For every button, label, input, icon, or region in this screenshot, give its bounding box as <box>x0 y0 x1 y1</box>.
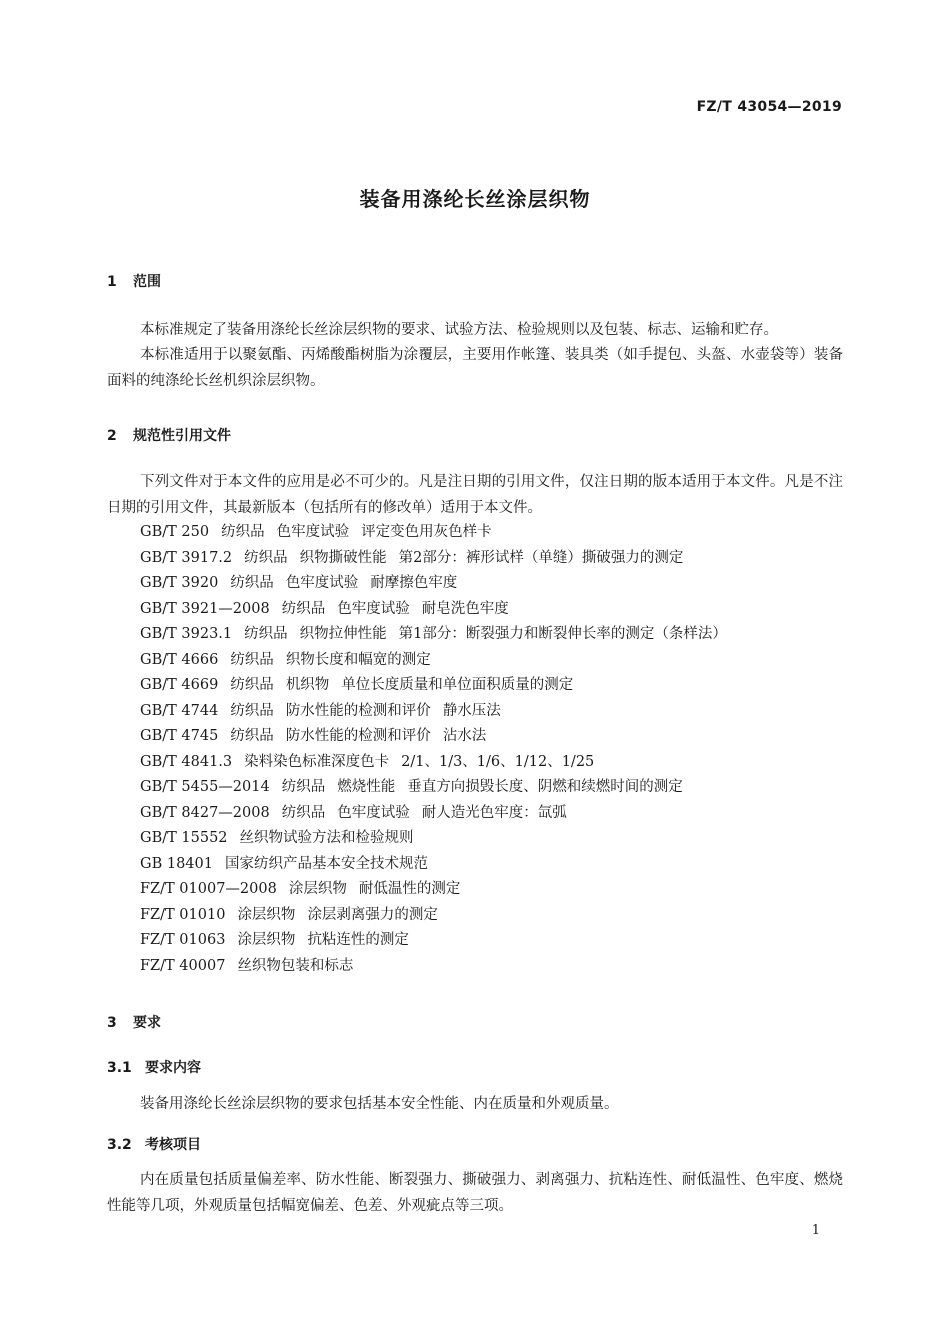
reference-title-part: 纺织品 <box>244 549 288 566</box>
reference-code: GB/T 4841.3 <box>140 753 233 770</box>
reference-title-part: 色牢度试验 <box>276 524 350 540</box>
reference-code: GB/T 3920 <box>140 575 219 591</box>
reference-title-part: 纺织品 <box>244 626 288 642</box>
reference-code: GB/T 3917.2 <box>140 549 233 566</box>
reference-title-part: 单位长度质量和单位面积质量的测定 <box>341 677 574 693</box>
reference-title-part: 燃烧性能 <box>337 779 396 795</box>
reference-title-part: 涂层织物 <box>288 881 347 897</box>
reference-item <box>140 597 840 623</box>
reference-title-part: 耐人造光色牢度：氙弧 <box>421 804 567 821</box>
reference-item <box>140 622 840 648</box>
section-number: 1 <box>107 274 117 290</box>
reference-code: GB/T 3923.1 <box>140 626 233 642</box>
reference-item <box>140 775 840 801</box>
reference-title-part: 色牢度试验 <box>337 804 410 821</box>
reference-item <box>140 801 840 827</box>
reference-code: FZ/T 01010 <box>140 906 226 923</box>
reference-title-part: 织物长度和幅宽的测定 <box>285 651 431 668</box>
reference-title-part: 沾水法 <box>442 728 487 744</box>
reference-title-part: 国家纺织产品基本安全技术规范 <box>224 855 428 872</box>
reference-title-part: 纺织品 <box>221 524 265 540</box>
reference-code: GB/T 250 <box>140 524 210 540</box>
reference-item <box>140 877 840 903</box>
reference-title-part: 防水性能的检测和评价 <box>285 728 431 744</box>
reference-title-part: 耐低温性的测定 <box>358 881 461 897</box>
reference-title-part: 机织物 <box>285 677 330 693</box>
reference-item <box>140 826 840 852</box>
reference-item <box>140 852 840 878</box>
reference-title-part: 2/1、1/3、1/6、1/12、1/25 <box>401 753 595 770</box>
section-title: 范围 <box>133 274 161 290</box>
reference-code: GB/T 4744 <box>140 702 219 719</box>
section-title: 要求 <box>133 1015 161 1031</box>
reference-title-part: 丝织物包装和标志 <box>237 957 354 974</box>
requirements-paragraph: 装备用涤纶长丝涂层织物的要求包括基本安全性能、内在质量和外观质量。 <box>140 1096 619 1112</box>
reference-title-part: 织物拉伸性能 <box>299 626 387 642</box>
reference-item <box>140 520 840 546</box>
reference-item <box>140 648 840 674</box>
section-number: 3.2 <box>107 1137 132 1153</box>
section-number: 2 <box>107 428 117 444</box>
reference-title-part: 纺织品 <box>230 575 274 591</box>
reference-title-part: 纺织品 <box>230 651 274 668</box>
reference-title-part: 色牢度试验 <box>285 575 359 591</box>
reference-code: GB 18401 <box>140 855 213 872</box>
section-number: 3 <box>107 1015 117 1031</box>
reference-title-part: 织物撕破性能 <box>299 549 387 566</box>
reference-title-part: 静水压法 <box>442 702 501 719</box>
reference-title-part: 评定变色用灰色样卡 <box>361 524 492 540</box>
reference-code: GB/T 15552 <box>140 830 228 846</box>
reference-title-part: 垂直方向损毁长度、阴燃和续燃时间的测定 <box>407 779 683 795</box>
reference-code: GB/T 3921—2008 <box>140 600 270 617</box>
reference-code: GB/T 4745 <box>140 728 219 744</box>
reference-code: GB/T 5455—2014 <box>140 779 270 795</box>
reference-title-part: 第1部分：断裂强力和断裂伸长率的测定（条样法） <box>398 626 727 642</box>
page-number: 1 <box>811 1223 820 1238</box>
section-3-heading <box>107 1012 161 1032</box>
reference-code: GB/T 8427—2008 <box>140 804 270 821</box>
reference-list <box>140 520 840 979</box>
section-title: 规范性引用文件 <box>133 428 231 444</box>
reference-item <box>140 928 840 954</box>
document-title: 装备用涤纶长丝涂层织物 <box>359 187 591 211</box>
reference-item <box>140 724 840 750</box>
reference-title-part: 丝织物试验方法和检验规则 <box>239 830 414 846</box>
reference-item <box>140 750 840 776</box>
reference-title-part: 染料染色标准深度色卡 <box>244 753 390 770</box>
reference-code: FZ/T 01007—2008 <box>140 881 277 897</box>
reference-title-part: 涂层织物 <box>237 906 296 923</box>
scope-paragraph-1: 本标准规定了装备用涤纶长丝涂层织物的要求、试验方法、检验规则以及包装、标志、运输和贮存。 <box>140 322 778 338</box>
reference-title-part: 纺织品 <box>230 677 274 693</box>
section-3-1-heading <box>107 1057 201 1077</box>
reference-code: GB/T 4666 <box>140 651 219 668</box>
reference-title-part: 涂层织物 <box>237 932 296 948</box>
section-number: 3.1 <box>107 1060 132 1076</box>
references-intro: 下列文件对于本文件的应用是必不可少的。凡是注日期的引用文件，仅注日期的版本适用于本文件。凡是不注日期的引用文件，其最新版本（包括所有的修改单）适用于本文件。 <box>107 474 843 516</box>
reference-title-part: 纺织品 <box>281 804 326 821</box>
reference-title-part: 纺织品 <box>281 779 326 795</box>
reference-title-part: 色牢度试验 <box>337 600 410 617</box>
assessment-items-paragraph: 内在质量包括质量偏差率、防水性能、断裂强力、撕破强力、剥离强力、抗粘连性、耐低温性、色牢度、燃烧性能等几项，外观质量包括幅宽偏差、色差、外观疵点等三项。 <box>107 1172 843 1214</box>
reference-item <box>140 546 840 572</box>
reference-title-part: 纺织品 <box>281 600 326 617</box>
section-1-heading <box>107 271 161 291</box>
scope-paragraph-2: 本标准适用于以聚氨酯、丙烯酸酯树脂为涂覆层，主要用作帐篷、装具类（如手提包、头盔、水壶袋等）装备面料的纯涤纶长丝机织涂层织物。 <box>107 347 843 389</box>
section-title: 考核项目 <box>145 1137 201 1153</box>
reference-code: FZ/T 01063 <box>140 932 226 948</box>
reference-code: FZ/T 40007 <box>140 957 226 974</box>
reference-item <box>140 673 840 699</box>
reference-item <box>140 903 840 929</box>
section-title: 要求内容 <box>145 1060 201 1076</box>
reference-title-part: 耐皂洗色牢度 <box>421 600 509 617</box>
reference-title-part: 耐摩擦色牢度 <box>370 575 458 591</box>
reference-code: GB/T 4669 <box>140 677 219 693</box>
reference-title-part: 纺织品 <box>230 702 274 719</box>
section-2-heading <box>107 425 231 445</box>
reference-title-part: 纺织品 <box>230 728 274 744</box>
section-3-2-heading <box>107 1134 201 1154</box>
reference-title-part: 抗粘连性的测定 <box>307 932 409 948</box>
reference-title-part: 涂层剥离强力的测定 <box>307 906 438 923</box>
reference-item <box>140 954 840 980</box>
reference-item <box>140 571 840 597</box>
reference-title-part: 第2部分：裤形试样（单缝）撕破强力的测定 <box>398 549 684 566</box>
reference-item <box>140 699 840 725</box>
standard-number: FZ/T 43054—2019 <box>696 99 842 115</box>
reference-title-part: 防水性能的检测和评价 <box>285 702 431 719</box>
